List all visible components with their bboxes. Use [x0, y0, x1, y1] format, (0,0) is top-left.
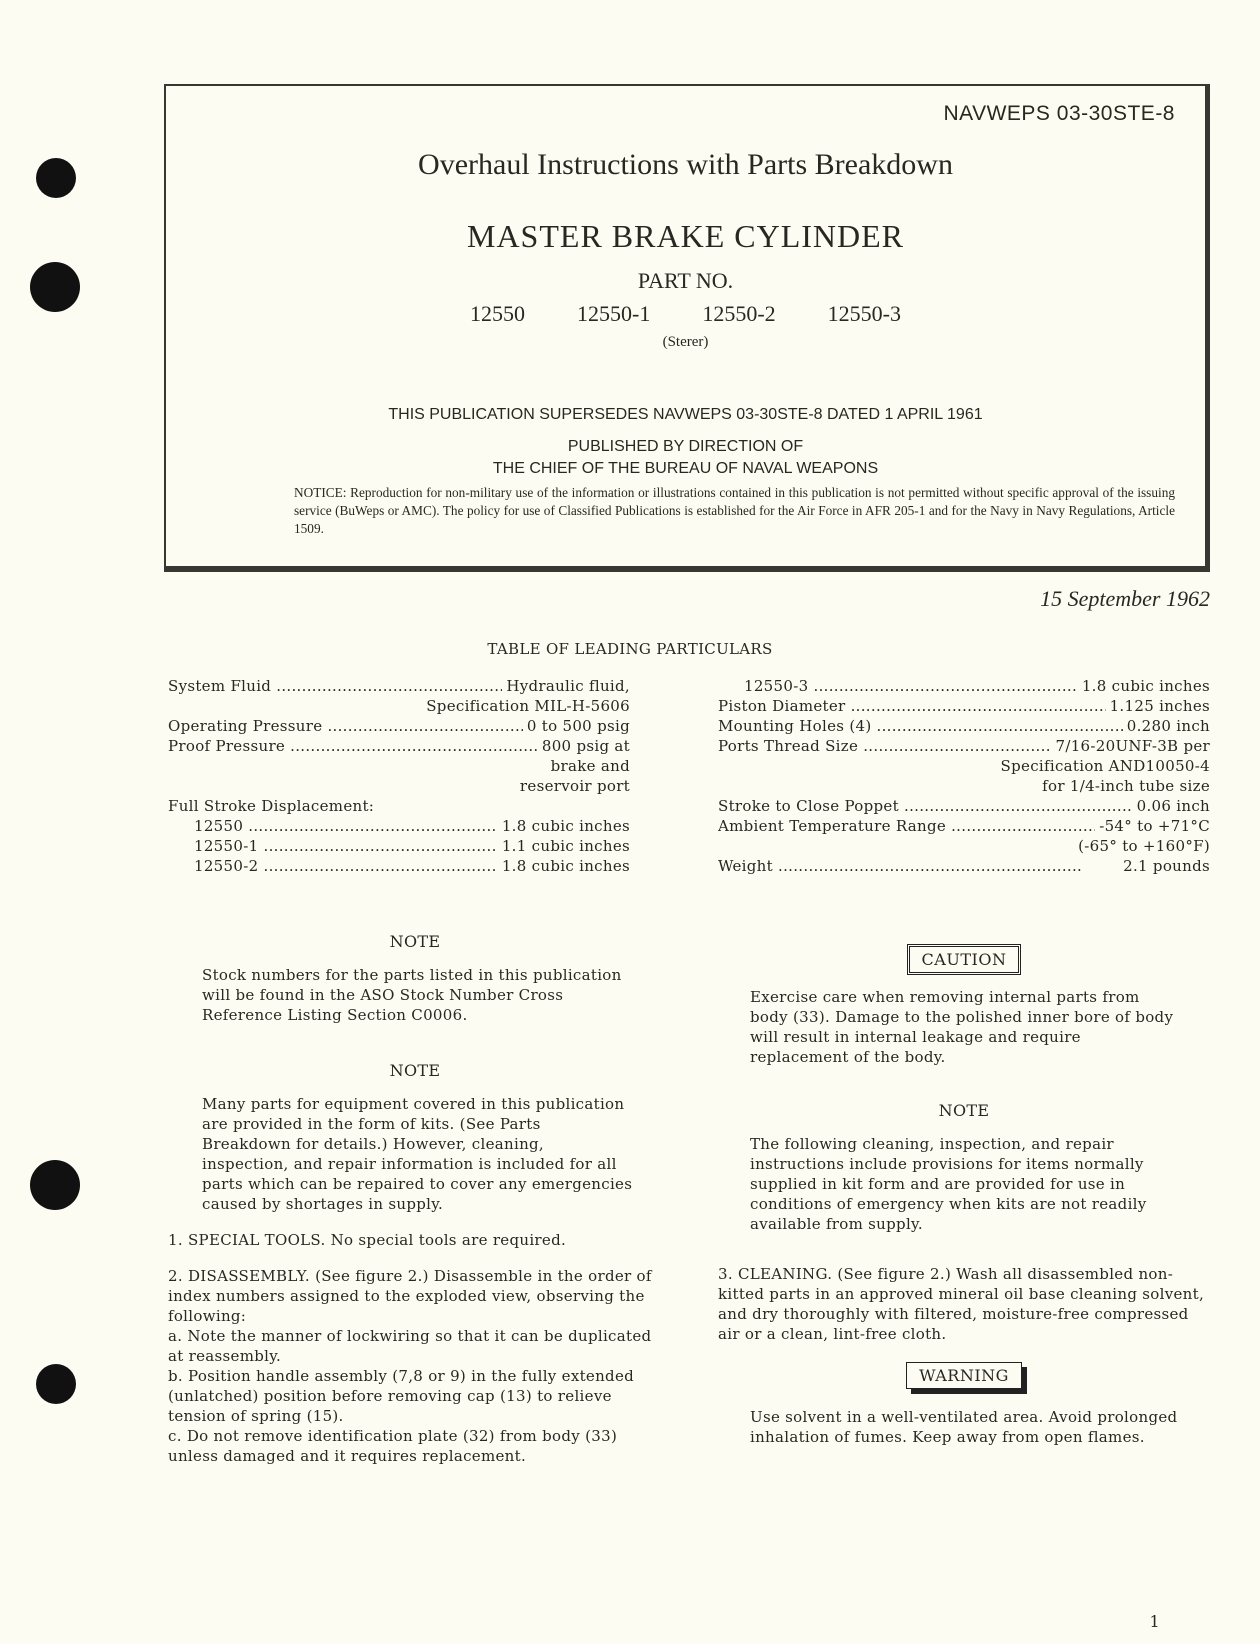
particular-row	[168, 836, 630, 856]
particular-row	[718, 676, 1210, 696]
particular-value: 1.8 cubic inches	[1081, 677, 1210, 695]
particular-value: 1.125 inches	[1109, 697, 1210, 715]
particular-row	[168, 756, 630, 776]
document-number: NAVWEPS 03-30STE-8	[943, 102, 1175, 125]
particular-row	[718, 796, 1210, 816]
document-title: Overhaul Instructions with Parts Breakdown	[418, 148, 953, 181]
particular-row	[718, 776, 1210, 796]
note-heading: NOTE	[389, 932, 441, 951]
section-special-tools: 1. SPECIAL TOOLS. No special tools are required.	[168, 1231, 567, 1249]
caution-badge: CAUTION	[907, 944, 1022, 975]
particular-value: brake and	[550, 757, 630, 775]
section-disassembly: 2. DISASSEMBLY. (See figure 2.) Disassemble in the order of index numbers assigned to the exploded view, observing the following:	[168, 1267, 652, 1325]
particular-label: Weight .....	[718, 856, 1119, 876]
particular-label: 12550-3 .....	[718, 676, 1078, 696]
note-heading: NOTE	[389, 1061, 441, 1080]
note-heading: NOTE	[938, 1101, 990, 1120]
published-by-authority: THE CHIEF OF THE BUREAU OF NAVAL WEAPONS	[492, 460, 879, 477]
particulars-left	[168, 676, 630, 876]
particular-value: 7/16-20UNF-3B per	[1055, 737, 1210, 755]
subject-title: MASTER BRAKE CYLINDER	[466, 218, 904, 254]
particular-row	[718, 836, 1210, 856]
particular-value: Specification AND10050-4	[1000, 757, 1210, 775]
part-number: 12550	[470, 301, 525, 326]
particular-value: 0.280 inch	[1126, 717, 1210, 735]
particular-row	[718, 716, 1210, 736]
particular-value: 0 to 500 psig	[526, 717, 630, 735]
binder-hole	[36, 1364, 76, 1404]
particular-row	[168, 716, 630, 736]
disassembly-step-b: b. Position handle assembly (7,8 or 9) in the fully extended (unlatched) position before removing cap (13) to relieve tension of spring (15).	[168, 1367, 635, 1425]
part-numbers	[166, 301, 1205, 327]
part-number: 12550-3	[827, 301, 901, 326]
leading-particulars-title: TABLE OF LEADING PARTICULARS	[487, 640, 773, 658]
particular-row	[168, 816, 630, 836]
particular-value: (-65° to +160°F)	[1078, 837, 1210, 855]
published-by: PUBLISHED BY DIRECTION OF	[567, 438, 804, 455]
binder-hole	[30, 1160, 80, 1210]
particular-label: Full Stroke Displacement:	[168, 797, 375, 815]
particular-value: 2.1 pounds	[1123, 857, 1210, 875]
binder-hole	[30, 262, 80, 312]
particular-value: 1.8 cubic inches	[501, 817, 630, 835]
particular-value: for 1/4-inch tube size	[1042, 777, 1210, 795]
disassembly-step-a: a. Note the manner of lockwiring so that it can be duplicated at reassembly.	[168, 1327, 652, 1365]
particular-label: 12550-1 .....	[168, 836, 498, 856]
particular-label: 12550 .....	[168, 816, 498, 836]
warning-text: Use solvent in a well-ventilated area. Avoid prolonged inhalation of fumes. Keep away from open flames.	[750, 1408, 1178, 1446]
particular-value: reservoir port	[519, 777, 630, 795]
particular-row	[718, 756, 1210, 776]
particular-value: 1.8 cubic inches	[501, 857, 630, 875]
particular-row	[718, 696, 1210, 716]
particular-label: Ambient Temperature Range .....	[718, 816, 1095, 836]
manufacturer: (Sterer)	[662, 334, 709, 350]
note-text: Many parts for equipment covered in this publication are provided in the form of kits. (See Parts Breakdown for details.) However, cleaning, inspection, and repair information is included for all parts which can be repaired to cover any emergencies caused by shortages in supply.	[202, 1095, 633, 1213]
particular-label: Proof Pressure .....	[168, 736, 538, 756]
publication-date: 15 September 1962	[1040, 586, 1210, 611]
particular-label: 12550-2 .....	[168, 856, 498, 876]
particular-value: -54° to +71°C	[1099, 817, 1210, 835]
left-column	[168, 932, 662, 1466]
particular-label: Mounting Holes (4) .....	[718, 716, 1123, 736]
right-column	[718, 944, 1210, 1447]
particular-value: 0.06 inch	[1136, 797, 1210, 815]
particular-label: System Fluid .....	[168, 676, 502, 696]
part-number: 12550-2	[702, 301, 776, 326]
particular-label: Operating Pressure .....	[168, 716, 523, 736]
particular-value: Hydraulic fluid,	[506, 677, 630, 695]
note-text: The following cleaning, inspection, and repair instructions include provisions for items normally supplied in kit form and are provided for use in conditions of emergency when kits are not readily available from supply.	[750, 1135, 1147, 1233]
particular-value: 1.1 cubic inches	[501, 837, 630, 855]
page-number: 1	[1149, 1612, 1160, 1631]
part-no-label: PART NO.	[637, 268, 734, 293]
warning-badge: WARNING	[906, 1362, 1022, 1389]
supersedes-line: THIS PUBLICATION SUPERSEDES NAVWEPS 03-30STE-8 DATED 1 APRIL 1961	[388, 406, 983, 423]
particular-row	[168, 736, 630, 756]
title-block	[164, 84, 1210, 572]
section-cleaning: 3. CLEANING. (See figure 2.) Wash all disassembled non-kitted parts in an approved mineral oil base cleaning solvent, and dry thoroughly with filtered, moisture-free compressed air or a clean, lint-free cloth.	[718, 1265, 1205, 1343]
particular-row	[168, 856, 630, 876]
particular-value: 800 psig at	[541, 737, 630, 755]
particular-label: Ports Thread Size .....	[718, 736, 1052, 756]
particular-row	[168, 776, 630, 796]
disassembly-step-c: c. Do not remove identification plate (32) from body (33) unless damaged and it requires replacement.	[168, 1427, 618, 1465]
particulars-right	[718, 676, 1210, 876]
particular-label: Stroke to Close Poppet .....	[718, 796, 1133, 816]
notice-text: NOTICE: Reproduction for non-military use of the information or illustrations contained in this publication is not permitted without specific approval of the issuing service (BuWeps or AMC). The policy for use of Classified Publications is established for the Air Force in AFR 205-1 and for the Navy in Navy Regulations, Article 1509.	[294, 485, 1175, 536]
caution-text: Exercise care when removing internal parts from body (33). Damage to the polished inner bore of body will result in internal leakage and require replacement of the body.	[750, 988, 1174, 1066]
particular-value: Specification MIL-H-5606	[426, 697, 630, 715]
part-number: 12550-1	[577, 301, 651, 326]
binder-hole	[36, 158, 76, 198]
note-text: Stock numbers for the parts listed in this publication will be found in the ASO Stock Number Cross Reference Listing Section C0006.	[202, 966, 622, 1024]
particular-row	[718, 856, 1210, 876]
particular-row	[168, 796, 630, 816]
particular-label: Piston Diameter .....	[718, 696, 1106, 716]
particular-row	[718, 736, 1210, 756]
particular-row	[168, 696, 630, 716]
particular-row	[718, 816, 1210, 836]
particular-row	[168, 676, 630, 696]
